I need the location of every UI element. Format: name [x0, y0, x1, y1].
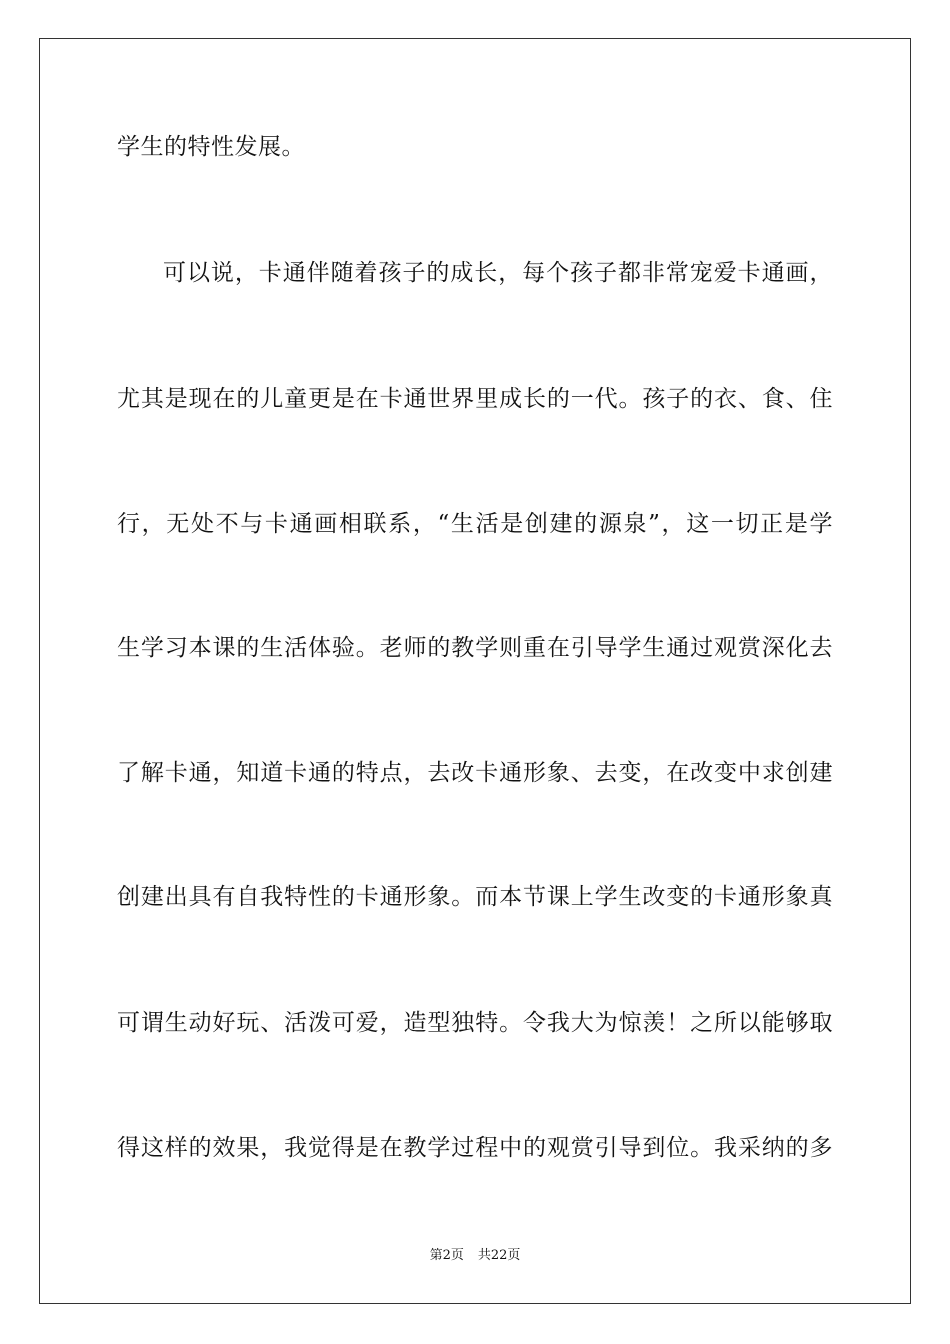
paragraph-line: 可谓生动好玩、活泼可爱，造型独特。令我大为惊羡！之所以能够取 — [117, 1010, 833, 1036]
paragraph-line: 生学习本课的生活体验。老师的教学则重在引导学生通过观赏深化去 — [117, 635, 833, 661]
paragraph-line: 了解卡通，知道卡通的特点，去改卡通形象、去变，在改变中求创建 — [117, 760, 833, 786]
paragraph-line: 可以说，卡通伴随着孩子的成长，每个孩子都非常宠爱卡通画， — [163, 260, 833, 286]
paragraph-line: 得这样的效果，我觉得是在教学过程中的观赏引导到位。我采纳的多 — [117, 1135, 833, 1161]
page-number: 第2页 — [429, 1248, 464, 1263]
paragraph-line: 学生的特性发展。 — [117, 134, 305, 160]
paragraph-line: 尤其是现在的儿童更是在卡通世界里成长的一代。孩子的衣、食、住 — [117, 386, 833, 412]
paragraph-line: 行，无处不与卡通画相联系，“生活是创建的源泉”，这一切正是学 — [117, 511, 833, 537]
page-total: 共22页 — [477, 1248, 521, 1263]
page-footer — [0, 1247, 950, 1265]
paragraph-line: 创建出具有自我特性的卡通形象。而本节课上学生改变的卡通形象真 — [117, 884, 833, 910]
page-border — [39, 38, 911, 1304]
